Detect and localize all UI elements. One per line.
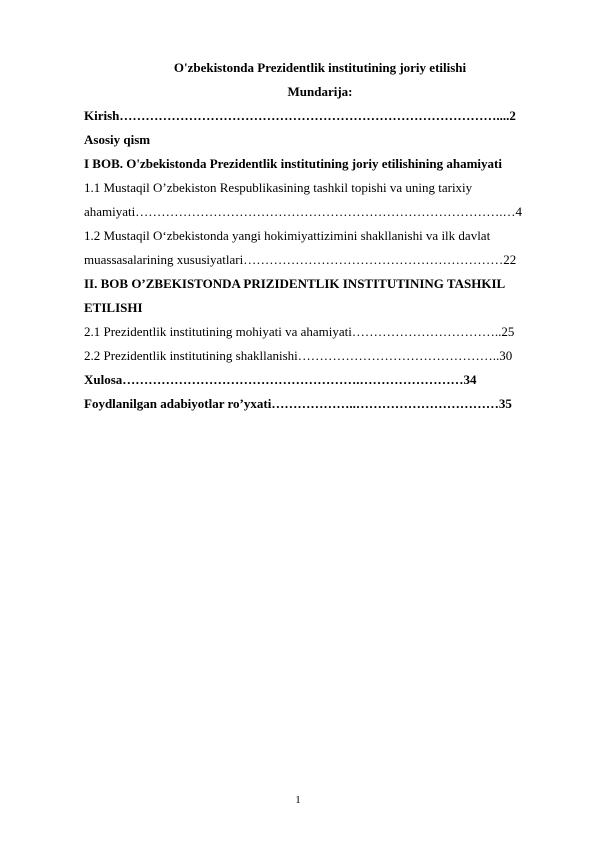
toc-entry-1-1-cont: ahamiyati………………………………………………………………………….…4: [84, 204, 523, 219]
toc-entry-kirish: Kirish……………………………………………………………………………....2: [84, 108, 516, 123]
contents-heading: Mundarija:: [287, 84, 353, 99]
toc-entry-1-1: 1.1 Mustaqil O’zbekiston Respublikasining tashkil topishi va uning tarixiy: [84, 180, 473, 195]
toc-entry-xulosa: Xulosa……………………………………………….……………………34: [84, 372, 477, 387]
toc-entry-adabiyotlar: Foydlanilgan adabiyotlar ro’yxati………………..……………………………35: [84, 396, 512, 411]
toc-section-asosiy-qism: Asosiy qism: [84, 132, 151, 147]
toc-chapter-2-cont: ETILISHI: [84, 300, 143, 315]
page-number: 1: [295, 794, 301, 806]
toc-entry-2-1: 2.1 Prezidentlik institutining mohiyati va ahamiyati……………………………..25: [84, 324, 515, 339]
toc-entry-1-2: 1.2 Mustaqil O‘zbekistonda yangi hokimiyattizimini shakllanishi va ilk davlat: [84, 228, 491, 243]
document-title: O'zbekistonda Prezidentlik institutining joriy etilishi: [173, 60, 467, 75]
toc-entry-1-2-cont: muassasalarining xususiyatlari……………………………………………………22: [84, 252, 517, 267]
toc-chapter-1: I BOB. O'zbekistonda Prezidentlik institutining joriy etilishining ahamiyati: [84, 156, 502, 171]
toc-entry-2-2: 2.2 Prezidentlik institutining shakllanishi………………………………………..30: [84, 348, 513, 363]
toc-chapter-2: II. BOB O’ZBEKISTONDA PRIZIDENTLIK INSTITUTINING TASHKIL: [84, 276, 506, 291]
